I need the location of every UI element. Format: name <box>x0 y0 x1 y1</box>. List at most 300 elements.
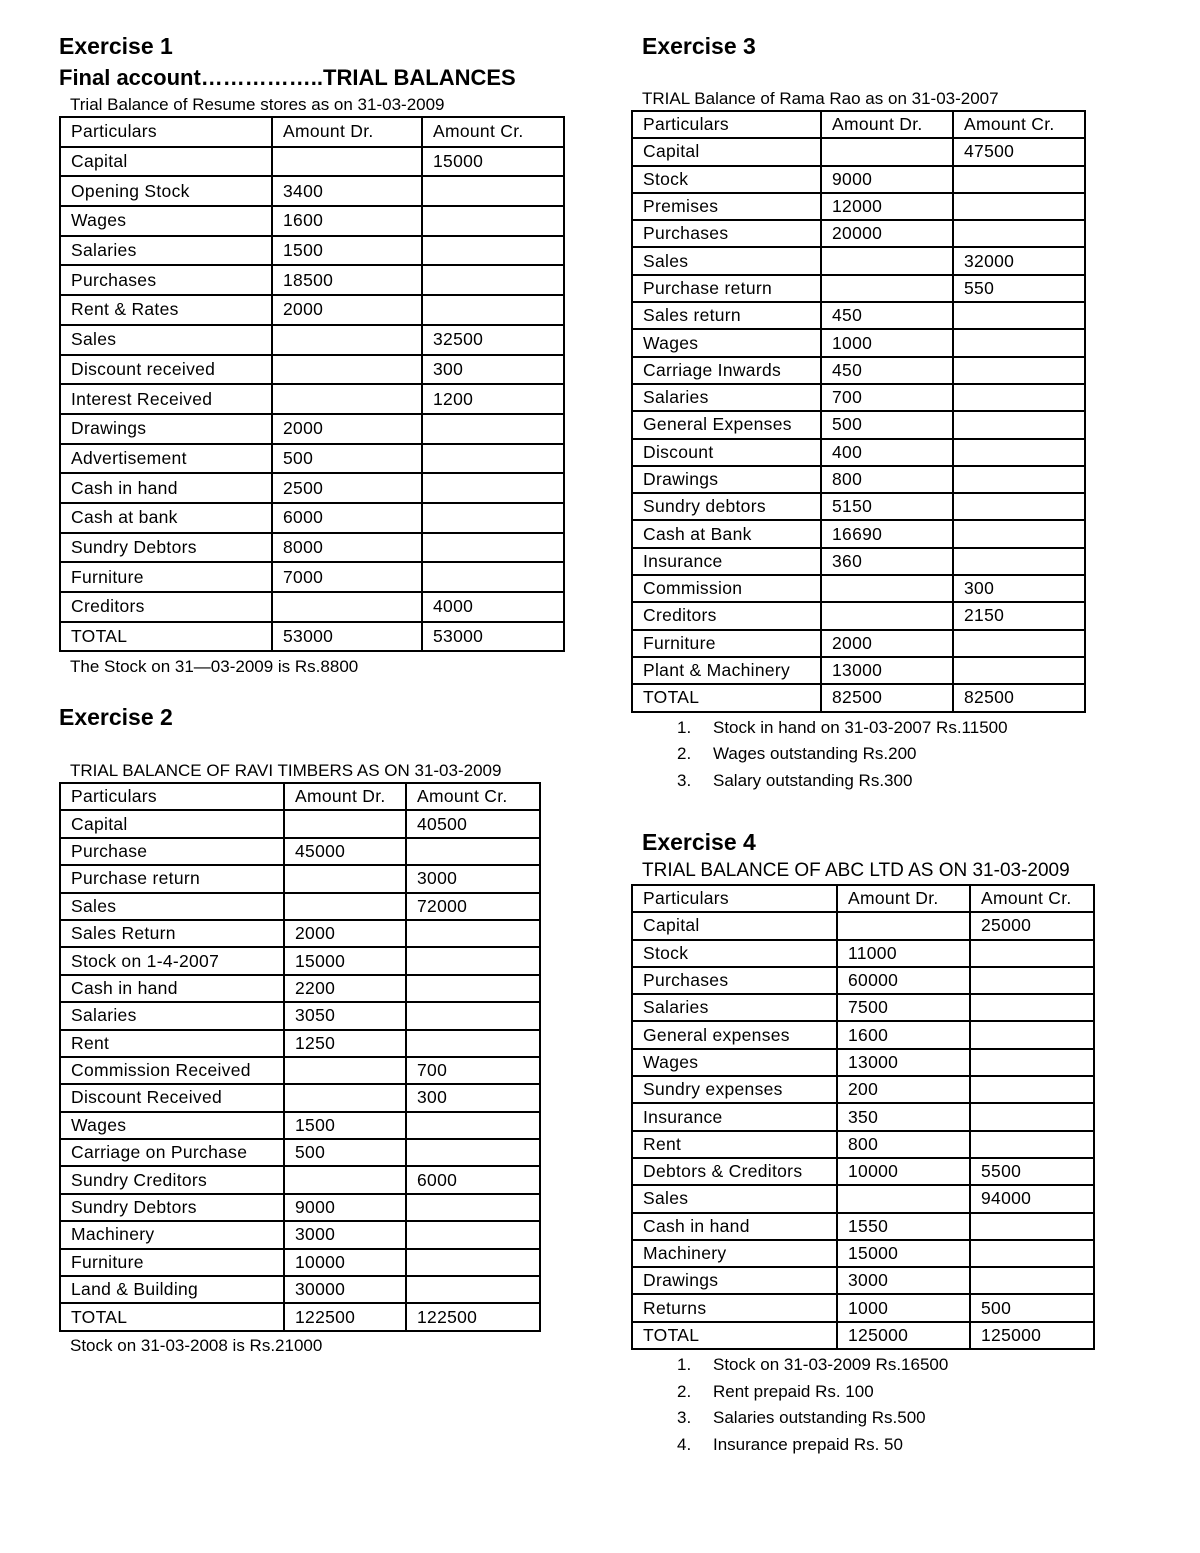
particulars-cell: Sales <box>60 893 284 920</box>
particulars-cell: Discount Received <box>60 1084 284 1111</box>
table-row <box>632 657 1085 684</box>
particulars-cell: Discount received <box>60 355 272 385</box>
amount-cr-cell <box>422 503 564 533</box>
particulars-cell: Rent <box>632 1131 837 1158</box>
table-row <box>632 220 1085 247</box>
particulars-cell: Capital <box>60 810 284 837</box>
particulars-cell: Premises <box>632 193 821 220</box>
amount-cr-cell <box>406 975 540 1002</box>
particulars-cell: Particulars <box>60 783 284 810</box>
table-row <box>60 1249 540 1276</box>
particulars-cell: Capital <box>632 138 821 165</box>
amount-dr-cell: 9000 <box>821 166 953 193</box>
amount-cr-cell: 82500 <box>953 684 1085 711</box>
table-row <box>632 193 1085 220</box>
table-row <box>60 1057 540 1084</box>
amount-cr-cell <box>406 1194 540 1221</box>
amount-dr-cell <box>837 912 970 939</box>
amount-dr-cell: 1550 <box>837 1213 970 1240</box>
amount-cr-cell <box>970 1267 1094 1294</box>
amount-cr-cell <box>970 967 1094 994</box>
table-row <box>60 562 564 592</box>
table-row <box>632 1213 1094 1240</box>
table-row <box>632 439 1085 466</box>
table-row <box>60 947 540 974</box>
table-header-row <box>60 117 564 147</box>
exercise-3-heading: Exercise 3 <box>642 33 756 59</box>
table-row <box>632 967 1094 994</box>
amount-cr-cell <box>970 1021 1094 1048</box>
table-row <box>60 206 564 236</box>
amount-cr-cell <box>953 166 1085 193</box>
amount-cr-cell: Amount Cr. <box>422 117 564 147</box>
amount-dr-cell <box>284 1166 406 1193</box>
table-row <box>632 275 1085 302</box>
amount-dr-cell: 1500 <box>272 236 422 266</box>
exercise-3 <box>631 32 1086 794</box>
amount-dr-cell <box>272 355 422 385</box>
particulars-cell: Land & Building <box>60 1276 284 1303</box>
particulars-cell: Wages <box>632 1049 837 1076</box>
table-row <box>60 444 564 474</box>
amount-cr-cell <box>406 838 540 865</box>
amount-dr-cell: 500 <box>284 1139 406 1166</box>
particulars-cell: Drawings <box>60 414 272 444</box>
particulars-cell: TOTAL <box>60 1303 284 1330</box>
exercise-2-heading: Exercise 2 <box>59 704 173 730</box>
particulars-cell: TOTAL <box>632 684 821 711</box>
amount-cr-cell <box>422 236 564 266</box>
table-row <box>632 912 1094 939</box>
table-row <box>632 940 1094 967</box>
particulars-cell: Salaries <box>632 384 821 411</box>
amount-cr-cell: 300 <box>406 1084 540 1111</box>
table-row <box>632 302 1085 329</box>
particulars-cell: Stock <box>632 166 821 193</box>
particulars-cell: Capital <box>632 912 837 939</box>
exercise-4 <box>631 828 1095 1458</box>
amount-dr-cell: 5150 <box>821 493 953 520</box>
table-row <box>60 503 564 533</box>
amount-cr-cell <box>422 206 564 236</box>
particulars-cell: Drawings <box>632 1267 837 1294</box>
amount-cr-cell <box>406 947 540 974</box>
table-row <box>60 893 540 920</box>
particulars-cell: Particulars <box>632 885 837 912</box>
amount-cr-cell: Amount Cr. <box>970 885 1094 912</box>
particulars-cell: Cash at bank <box>60 503 272 533</box>
amount-cr-cell <box>953 439 1085 466</box>
amount-dr-cell: 450 <box>821 357 953 384</box>
table-row <box>632 1131 1094 1158</box>
table-row <box>632 138 1085 165</box>
particulars-cell: Purchases <box>60 265 272 295</box>
amount-dr-cell: 2000 <box>821 630 953 657</box>
table-row <box>60 865 540 892</box>
amount-cr-cell <box>406 1112 540 1139</box>
amount-dr-cell: 9000 <box>284 1194 406 1221</box>
amount-cr-cell <box>422 295 564 325</box>
amount-cr-cell <box>970 940 1094 967</box>
exercise-4-caption: TRIAL BALANCE OF ABC LTD AS ON 31-03-2009 <box>642 860 1070 881</box>
amount-dr-cell: 3050 <box>284 1002 406 1029</box>
particulars-cell: TOTAL <box>632 1322 837 1349</box>
amount-cr-cell: 32500 <box>422 325 564 355</box>
amount-dr-cell: 16690 <box>821 520 953 547</box>
amount-cr-cell: 25000 <box>970 912 1094 939</box>
particulars-cell: Opening Stock <box>60 176 272 206</box>
table-row <box>632 602 1085 629</box>
amount-cr-cell <box>953 329 1085 356</box>
particulars-cell: Sales <box>632 247 821 274</box>
list-item: 4. Insurance prepaid Rs. 50 <box>677 1434 903 1454</box>
amount-cr-cell: 2150 <box>953 602 1085 629</box>
amount-dr-cell: 3000 <box>284 1221 406 1248</box>
amount-dr-cell: 10000 <box>284 1249 406 1276</box>
amount-cr-cell <box>953 466 1085 493</box>
amount-cr-cell <box>970 1103 1094 1130</box>
amount-dr-cell <box>272 147 422 177</box>
table-row <box>632 1240 1094 1267</box>
particulars-cell: Stock on 1-4-2007 <box>60 947 284 974</box>
amount-cr-cell: Amount Cr. <box>953 111 1085 138</box>
exercise-4-notes <box>677 1352 1095 1458</box>
particulars-cell: Cash at Bank <box>632 520 821 547</box>
amount-dr-cell: 1500 <box>284 1112 406 1139</box>
amount-dr-cell <box>821 138 953 165</box>
exercise-4-table <box>631 884 1095 1350</box>
particulars-cell: TOTAL <box>60 622 272 652</box>
table-row <box>632 1076 1094 1103</box>
amount-cr-cell <box>406 1276 540 1303</box>
amount-dr-cell <box>284 865 406 892</box>
exercise-1-caption: Trial Balance of Resume stores as on 31-03-2009 <box>70 95 445 114</box>
amount-dr-cell: 2200 <box>284 975 406 1002</box>
exercise-4-heading: Exercise 4 <box>642 829 756 855</box>
particulars-cell: Purchase return <box>632 275 821 302</box>
table-row <box>60 838 540 865</box>
amount-cr-cell <box>970 1049 1094 1076</box>
particulars-cell: Purchases <box>632 220 821 247</box>
exercise-1-table <box>59 116 565 652</box>
table-row <box>632 630 1085 657</box>
amount-dr-cell <box>272 325 422 355</box>
list-item: 2. Rent prepaid Rs. 100 <box>677 1381 874 1401</box>
amount-cr-cell <box>953 520 1085 547</box>
particulars-cell: Capital <box>60 147 272 177</box>
amount-cr-cell <box>406 920 540 947</box>
table-row <box>60 1166 540 1193</box>
exercise-3-caption: TRIAL Balance of Rama Rao as on 31-03-2007 <box>642 89 999 108</box>
amount-dr-cell: 30000 <box>284 1276 406 1303</box>
particulars-cell: Rent & Rates <box>60 295 272 325</box>
table-row <box>632 411 1085 438</box>
particulars-cell: Wages <box>60 206 272 236</box>
amount-cr-cell: 47500 <box>953 138 1085 165</box>
amount-cr-cell <box>406 1030 540 1057</box>
table-row <box>60 592 564 622</box>
amount-cr-cell <box>970 1076 1094 1103</box>
amount-cr-cell <box>422 444 564 474</box>
amount-dr-cell <box>821 575 953 602</box>
particulars-cell: Salaries <box>632 994 837 1021</box>
table-row <box>60 533 564 563</box>
exercise-1-heading: Exercise 1 <box>59 33 173 59</box>
amount-dr-cell: 500 <box>272 444 422 474</box>
table-row <box>632 994 1094 1021</box>
amount-dr-cell: 10000 <box>837 1158 970 1185</box>
particulars-cell: Rent <box>60 1030 284 1057</box>
amount-cr-cell: 53000 <box>422 622 564 652</box>
table-row <box>60 1112 540 1139</box>
particulars-cell: Machinery <box>632 1240 837 1267</box>
list-item: 3. Salaries outstanding Rs.500 <box>677 1408 926 1428</box>
amount-dr-cell: 200 <box>837 1076 970 1103</box>
amount-dr-cell <box>284 893 406 920</box>
particulars-cell: Salaries <box>60 1002 284 1029</box>
amount-cr-cell <box>406 1002 540 1029</box>
particulars-cell: Sundry Debtors <box>60 1194 284 1221</box>
amount-dr-cell <box>837 1185 970 1212</box>
amount-cr-cell <box>406 1249 540 1276</box>
table-row <box>632 1021 1094 1048</box>
amount-cr-cell: 700 <box>406 1057 540 1084</box>
amount-cr-cell: 122500 <box>406 1303 540 1330</box>
particulars-cell: General Expenses <box>632 411 821 438</box>
table-row <box>632 466 1085 493</box>
amount-dr-cell: 450 <box>821 302 953 329</box>
table-row <box>632 684 1085 711</box>
amount-cr-cell <box>953 357 1085 384</box>
amount-dr-cell: 122500 <box>284 1303 406 1330</box>
particulars-cell: Purchases <box>632 967 837 994</box>
table-row <box>60 1084 540 1111</box>
particulars-cell: Stock <box>632 940 837 967</box>
particulars-cell: Advertisement <box>60 444 272 474</box>
amount-dr-cell: 60000 <box>837 967 970 994</box>
particulars-cell: Cash in hand <box>60 473 272 503</box>
amount-cr-cell: 40500 <box>406 810 540 837</box>
amount-dr-cell: 2000 <box>272 295 422 325</box>
amount-dr-cell: 7500 <box>837 994 970 1021</box>
amount-cr-cell: 32000 <box>953 247 1085 274</box>
table-header-row <box>60 783 540 810</box>
amount-dr-cell: 3000 <box>837 1267 970 1294</box>
amount-cr-cell <box>953 493 1085 520</box>
amount-dr-cell: 7000 <box>272 562 422 592</box>
particulars-cell: Salaries <box>60 236 272 266</box>
amount-cr-cell: 550 <box>953 275 1085 302</box>
particulars-cell: Sundry expenses <box>632 1076 837 1103</box>
table-row <box>632 1267 1094 1294</box>
particulars-cell: Furniture <box>60 562 272 592</box>
amount-dr-cell: 1000 <box>821 329 953 356</box>
amount-dr-cell: 2000 <box>284 920 406 947</box>
table-header-row <box>632 885 1094 912</box>
particulars-cell: Purchase return <box>60 865 284 892</box>
amount-dr-cell: 800 <box>837 1131 970 1158</box>
amount-cr-cell <box>970 994 1094 1021</box>
table-row <box>632 384 1085 411</box>
particulars-cell: Sundry Creditors <box>60 1166 284 1193</box>
amount-dr-cell: 15000 <box>837 1240 970 1267</box>
amount-dr-cell: 8000 <box>272 533 422 563</box>
table-row <box>632 1103 1094 1130</box>
amount-dr-cell: 2500 <box>272 473 422 503</box>
amount-cr-cell <box>422 562 564 592</box>
amount-dr-cell: Amount Dr. <box>837 885 970 912</box>
table-row <box>60 810 540 837</box>
amount-dr-cell: 3400 <box>272 176 422 206</box>
amount-cr-cell: 4000 <box>422 592 564 622</box>
table-row <box>60 1139 540 1166</box>
particulars-cell: Sales Return <box>60 920 284 947</box>
amount-dr-cell: 15000 <box>284 947 406 974</box>
particulars-cell: Carriage Inwards <box>632 357 821 384</box>
table-row <box>632 1294 1094 1321</box>
table-row <box>60 1002 540 1029</box>
particulars-cell: Purchase <box>60 838 284 865</box>
amount-cr-cell <box>970 1131 1094 1158</box>
particulars-cell: Insurance <box>632 1103 837 1130</box>
amount-cr-cell: 72000 <box>406 893 540 920</box>
particulars-cell: Wages <box>60 1112 284 1139</box>
amount-cr-cell <box>422 473 564 503</box>
list-item: 2. Wages outstanding Rs.200 <box>677 744 917 764</box>
list-item: 1. Stock on 31-03-2009 Rs.16500 <box>677 1355 949 1375</box>
amount-dr-cell <box>821 247 953 274</box>
amount-cr-cell <box>953 302 1085 329</box>
amount-cr-cell <box>953 193 1085 220</box>
particulars-cell: Sundry Debtors <box>60 533 272 563</box>
table-row <box>60 920 540 947</box>
particulars-cell: Plant & Machinery <box>632 657 821 684</box>
table-row <box>632 1322 1094 1349</box>
table-row <box>60 975 540 1002</box>
amount-cr-cell <box>422 414 564 444</box>
amount-dr-cell: 125000 <box>837 1322 970 1349</box>
amount-dr-cell <box>284 1084 406 1111</box>
particulars-cell: Furniture <box>60 1249 284 1276</box>
amount-dr-cell: 20000 <box>821 220 953 247</box>
particulars-cell: Discount <box>632 439 821 466</box>
particulars-cell: Machinery <box>60 1221 284 1248</box>
particulars-cell: Carriage on Purchase <box>60 1139 284 1166</box>
particulars-cell: Debtors & Creditors <box>632 1158 837 1185</box>
amount-cr-cell <box>953 411 1085 438</box>
table-row <box>60 1276 540 1303</box>
amount-cr-cell: Amount Cr. <box>406 783 540 810</box>
amount-cr-cell <box>970 1213 1094 1240</box>
amount-cr-cell: 94000 <box>970 1185 1094 1212</box>
exercise-1-note: The Stock on 31—03-2009 is Rs.8800 <box>70 657 359 677</box>
particulars-cell: Cash in hand <box>60 975 284 1002</box>
table-row <box>60 473 564 503</box>
exercise-3-notes <box>677 715 1086 795</box>
amount-dr-cell: 350 <box>837 1103 970 1130</box>
amount-cr-cell: 125000 <box>970 1322 1094 1349</box>
table-row <box>60 1194 540 1221</box>
amount-cr-cell: 300 <box>422 355 564 385</box>
table-row <box>632 1158 1094 1185</box>
table-row <box>632 548 1085 575</box>
table-row <box>60 176 564 206</box>
table-row <box>632 247 1085 274</box>
particulars-cell: Furniture <box>632 630 821 657</box>
amount-cr-cell <box>422 533 564 563</box>
table-row <box>60 384 564 414</box>
amount-dr-cell <box>272 592 422 622</box>
amount-cr-cell <box>406 1221 540 1248</box>
particulars-cell: Cash in hand <box>632 1213 837 1240</box>
amount-dr-cell: 11000 <box>837 940 970 967</box>
amount-cr-cell: 500 <box>970 1294 1094 1321</box>
amount-dr-cell <box>272 384 422 414</box>
amount-cr-cell: 6000 <box>406 1166 540 1193</box>
amount-dr-cell: 1250 <box>284 1030 406 1057</box>
particulars-cell: Sales return <box>632 302 821 329</box>
particulars-cell: Sundry debtors <box>632 493 821 520</box>
table-row <box>60 265 564 295</box>
table-row <box>60 1303 540 1330</box>
amount-dr-cell: 2000 <box>272 414 422 444</box>
amount-cr-cell <box>953 657 1085 684</box>
table-row <box>60 325 564 355</box>
amount-dr-cell: 400 <box>821 439 953 466</box>
particulars-cell: Insurance <box>632 548 821 575</box>
amount-dr-cell: Amount Dr. <box>284 783 406 810</box>
amount-dr-cell: 1000 <box>837 1294 970 1321</box>
amount-cr-cell <box>406 1139 540 1166</box>
table-row <box>60 355 564 385</box>
amount-cr-cell <box>953 630 1085 657</box>
table-row <box>632 520 1085 547</box>
exercise-2-table <box>59 782 541 1332</box>
amount-dr-cell: 12000 <box>821 193 953 220</box>
amount-dr-cell <box>821 275 953 302</box>
particulars-cell: Particulars <box>632 111 821 138</box>
particulars-cell: Creditors <box>60 592 272 622</box>
table-row <box>60 622 564 652</box>
amount-dr-cell: 45000 <box>284 838 406 865</box>
table-row <box>60 1030 540 1057</box>
amount-dr-cell <box>821 602 953 629</box>
amount-cr-cell: 1200 <box>422 384 564 414</box>
table-row <box>60 147 564 177</box>
amount-cr-cell: 3000 <box>406 865 540 892</box>
amount-cr-cell <box>422 265 564 295</box>
amount-cr-cell: 15000 <box>422 147 564 177</box>
amount-dr-cell: 82500 <box>821 684 953 711</box>
exercise-1-subheading: Final account……………..TRIAL BALANCES <box>59 65 516 90</box>
table-row <box>60 414 564 444</box>
particulars-cell: Commission Received <box>60 1057 284 1084</box>
amount-cr-cell: 5500 <box>970 1158 1094 1185</box>
amount-cr-cell <box>970 1240 1094 1267</box>
amount-dr-cell: 500 <box>821 411 953 438</box>
table-row <box>60 295 564 325</box>
exercise-3-table <box>631 110 1086 713</box>
particulars-cell: Particulars <box>60 117 272 147</box>
amount-cr-cell <box>953 220 1085 247</box>
amount-cr-cell: 300 <box>953 575 1085 602</box>
table-row <box>60 236 564 266</box>
amount-cr-cell <box>422 176 564 206</box>
exercise-2 <box>59 703 541 1358</box>
table-row <box>632 166 1085 193</box>
particulars-cell: Returns <box>632 1294 837 1321</box>
table-row <box>632 357 1085 384</box>
